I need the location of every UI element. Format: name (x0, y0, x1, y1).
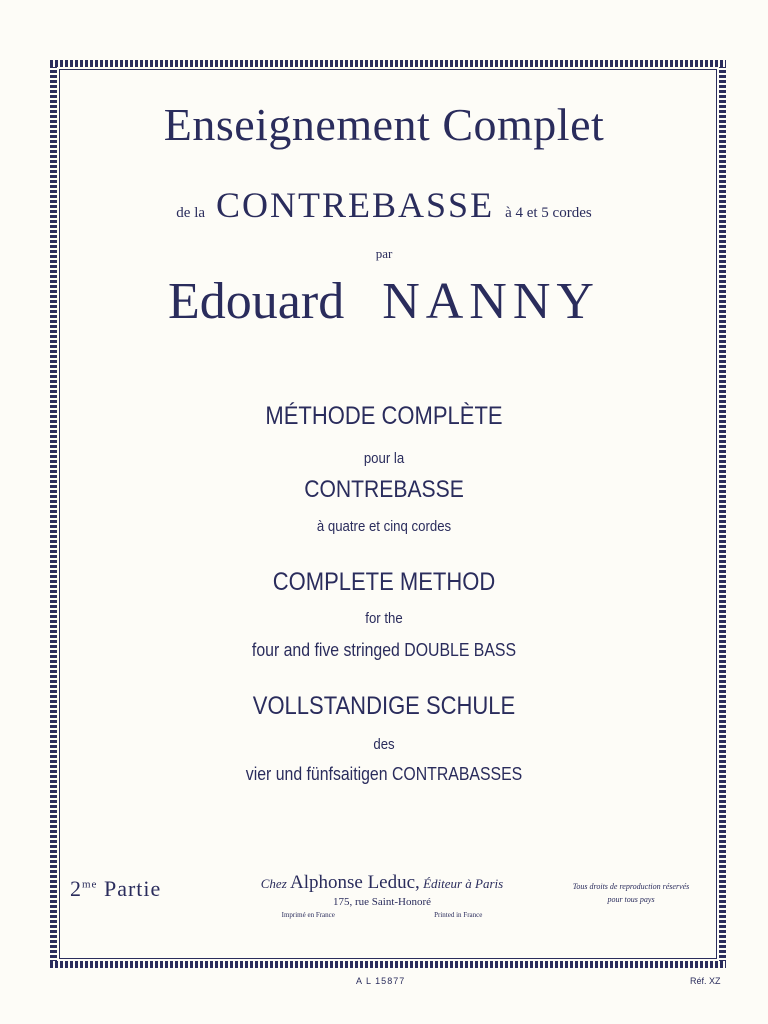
part-superscript: me (82, 878, 98, 891)
german-des: des (373, 736, 395, 753)
german-method-title: VOLLSTANDIGE SCHULE (252, 692, 516, 720)
catalog-number: A L 15877 (356, 976, 406, 986)
part-word: Partie (103, 876, 162, 901)
par-text: par (375, 246, 393, 261)
publisher-address: 175, rue Saint-Honoré (332, 896, 432, 908)
printed-en: Printed in France (434, 911, 483, 919)
rights-line-2: pour tous pays (607, 895, 655, 904)
subtitle-instrument-line (0, 184, 768, 226)
author-last-name: NANNY (382, 273, 600, 330)
publisher-suffix: Éditeur à Paris (423, 876, 504, 891)
german-instrument: vier und fünfsaitigen CONTRABASSES (245, 764, 523, 784)
author-name (0, 272, 768, 331)
french-instrument: CONTREBASSE (304, 476, 464, 503)
publisher-line (232, 872, 532, 894)
part-label (70, 876, 161, 902)
french-strings: à quatre et cinq cordes (316, 518, 452, 535)
printed-in-france (232, 911, 532, 919)
english-method-title: COMPLETE METHOD (272, 568, 496, 596)
english-for-the: for the (365, 610, 403, 627)
author-first-name: Edouard (168, 273, 345, 330)
french-method-title: MÉTHODE COMPLÈTE (265, 402, 503, 430)
english-instrument: four and five stringed DOUBLE BASS (251, 640, 517, 660)
title: Enseignement Complet (163, 99, 605, 150)
rights-notice (556, 880, 706, 906)
de-la-text: de la (176, 205, 206, 221)
strings-text: à 4 et 5 cordes (505, 205, 592, 221)
part-number: 2 (70, 876, 82, 901)
reference-code: Réf. XZ (690, 976, 721, 986)
printed-fr: Imprimé en France (281, 911, 335, 919)
rights-line-1: Tous droits de reproduction réservés (572, 882, 690, 891)
chez-text: Chez (260, 876, 287, 891)
instrument-title: CONTREBASSE (216, 185, 495, 225)
french-pour-la: pour la (363, 450, 405, 467)
publisher-name: Alphonse Leduc, (290, 872, 420, 893)
